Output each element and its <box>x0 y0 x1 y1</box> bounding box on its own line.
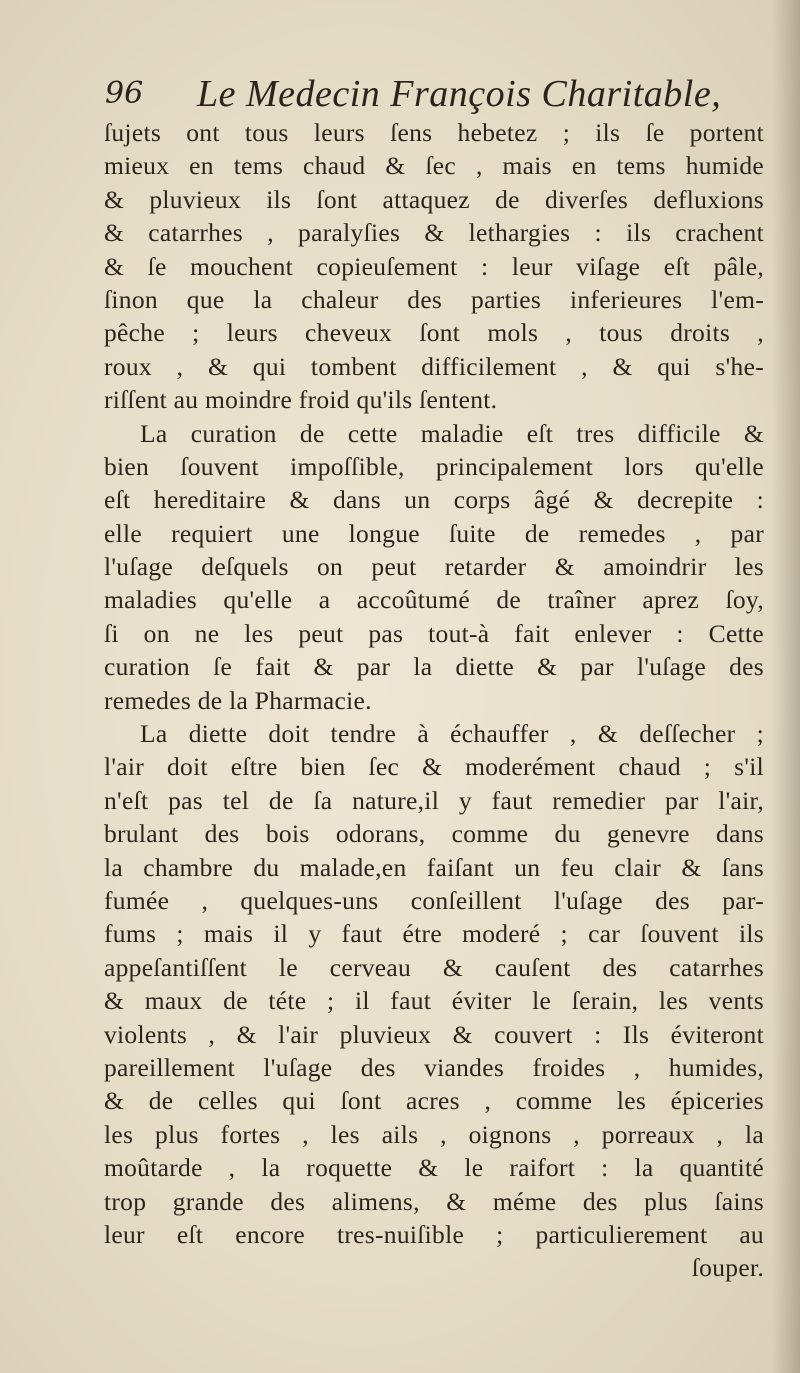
text-line: pareillement l'uſage des viandes froides , humides, <box>104 1052 764 1082</box>
text-line: la chambre du malade,en faiſant un feu clair & ſans <box>104 852 764 882</box>
text-line: les plus fortes , les ails , oignons , porreaux , la <box>104 1119 764 1149</box>
page-number: 96 <box>105 76 144 111</box>
text-line: violents , & l'air pluvieux & couvert : Ils éviteront <box>104 1019 764 1049</box>
text-line: remedes de la Pharmacie. <box>104 685 372 715</box>
text-line: & ſe mouchent copieuſement : leur viſage eſt pâle, <box>104 251 764 281</box>
text-line: curation ſe fait & par la diette & par l'uſage des <box>104 652 764 682</box>
text-line: n'eſt pas tel de ſa nature,il y faut remedier par l'air, <box>104 785 764 815</box>
text-line: elle requiert une longue ſuite de remedes , par <box>104 518 764 548</box>
text-line: l'air doit eſtre bien ſec & moderément chaud ; s'il <box>104 752 764 782</box>
page-edge-shadow <box>772 0 800 1373</box>
text-line: l'uſage deſquels on peut retarder & amoindrir les <box>104 552 764 582</box>
text-line: ſouper. <box>691 1253 764 1283</box>
text-line: riſſent au moindre froid qu'ils ſentent. <box>104 385 498 415</box>
running-title: Le Medecin François Charitable, <box>197 73 722 115</box>
text-line: bien ſouvent impoſſible, principalement lors qu'elle <box>104 451 764 481</box>
text-line: brulant des bois odorans, comme du genevre dans <box>104 819 764 849</box>
text-line: leur eſt encore tres-nuiſible ; particulierement au <box>104 1219 764 1249</box>
text-line: ſujets ont tous leurs ſens hebetez ; ils ſe portent <box>104 118 764 147</box>
text-line: & catarrhes , paralyſies & lethargies : ils crachent <box>104 218 764 248</box>
text-line: eſt hereditaire & dans un corps âgé & decrepite : <box>104 485 764 515</box>
text-line: ſi on ne les peut pas tout-à fait enlever : Cette <box>104 618 764 648</box>
text-line: moûtarde , la roquette & le raifort : la quantité <box>104 1153 764 1183</box>
text-line: fumée , quelques-uns conſeillent l'uſage des par- <box>104 885 764 915</box>
text-line: fums ; mais il y faut étre moderé ; car ſouvent ils <box>104 919 764 949</box>
body-text <box>104 116 764 1285</box>
text-line: mieux en tems chaud & ſec , mais en tems humide <box>104 151 764 181</box>
text-line: appeſantiſſent le cerveau & cauſent des catarrhes <box>104 952 764 982</box>
text-line: ſinon que la chaleur des parties inferieures l'em- <box>104 284 764 314</box>
text-line: & de celles qui ſont acres , comme les épiceries <box>104 1086 764 1116</box>
text-line: pêche ; leurs cheveux ſont mols , tous droits , <box>104 318 764 348</box>
running-header <box>105 70 745 120</box>
text-line: roux , & qui tombent difficilement , & qui s'he- <box>104 351 764 381</box>
text-line: maladies qu'elle a accoûtumé de traîner aprez ſoy, <box>104 585 764 615</box>
text-line: & pluvieux ils ſont attaquez de diverſes defluxions <box>104 184 764 214</box>
text-line: La diette doit tendre à échauffer , & deſſecher ; <box>140 719 764 749</box>
text-line: trop grande des alimens, & méme des plus ſains <box>104 1186 764 1216</box>
text-line: & maux de téte ; il faut éviter le ſerain, les vents <box>104 986 764 1016</box>
text-line: La curation de cette maladie eſt tres difficile & <box>140 418 764 448</box>
